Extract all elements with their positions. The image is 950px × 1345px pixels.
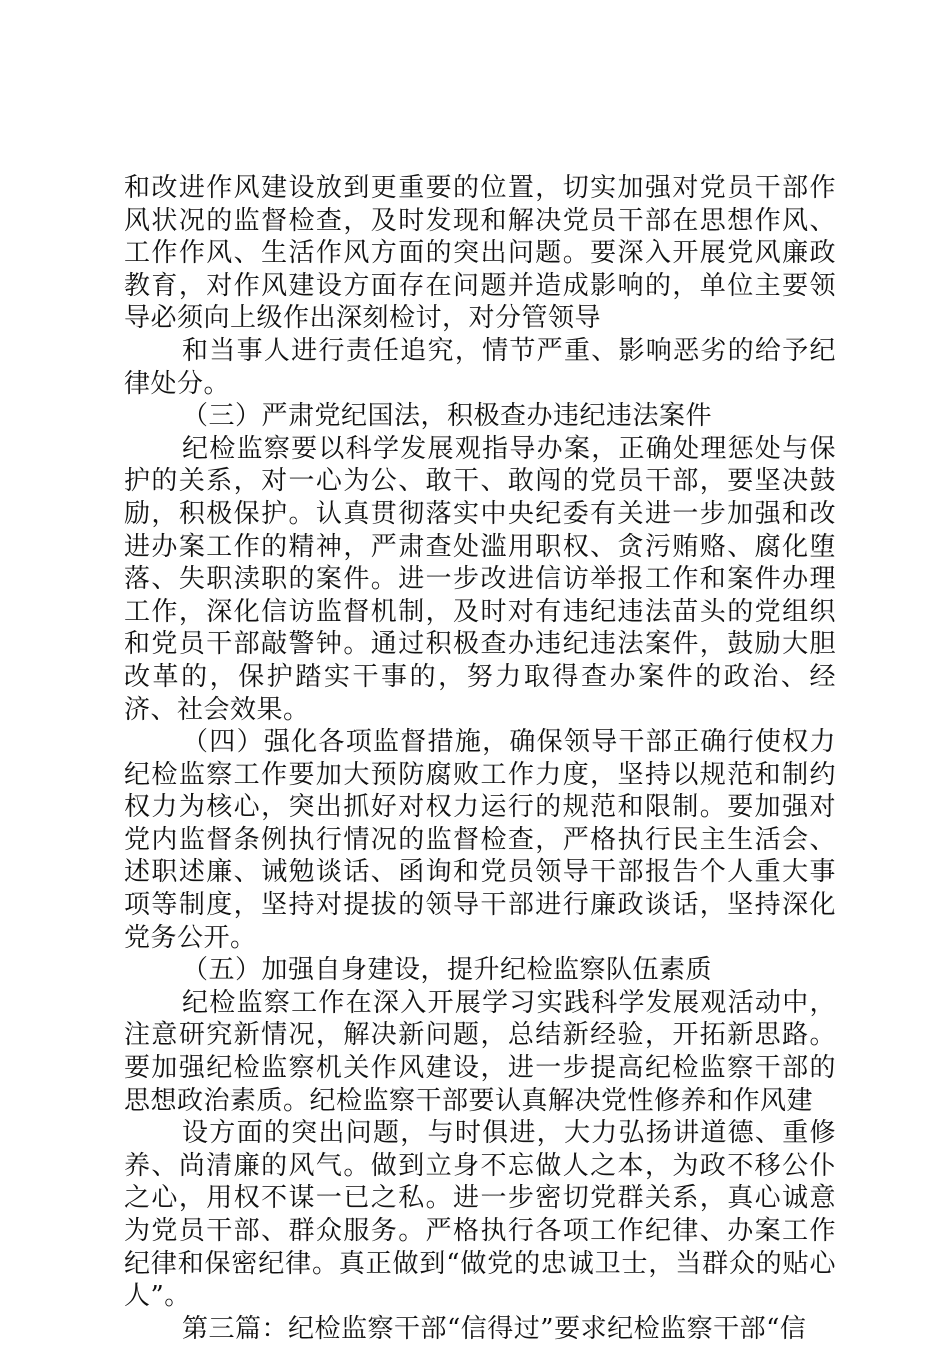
paragraph-2: 和当事人进行责任追究，情节严重、影响恶劣的给予纪律处分。 bbox=[124, 335, 836, 399]
paragraph-3: 纪检监察要以科学发展观指导办案，正确处理惩处与保护的关系，对一心为公、敢干、敢闯的党员干部，要坚决鼓励，积极保护。认真贯彻落实中央纪委有关进一步加强和改进办案工作的精神，严肃查处滥用职权、贪污贿赂、腐化堕落、失职渎职的案件。进一步改进信访举报工作和案件办理工作，深化信访监督机制，及时对有违纪违法苗头的党组织和党员干部敲警钟。通过积极查办违纪违法案件，鼓励大胆改革的，保护踏实干事的，努力取得查办案件的政治、经济、社会效果。 bbox=[124, 433, 836, 725]
paragraph-5a: 纪检监察工作在深入开展学习实践科学发展观活动中，注意研究新情况，解决新问题，总结新经验，开拓新思路。要加强纪检监察机关作风建设，进一步提高纪检监察干部的思想政治素质。纪检监察干部要认真解决党性修养和作风建 bbox=[124, 987, 836, 1116]
section-heading-3: （三）严肃党纪国法，积极查办违纪违法案件 bbox=[182, 401, 713, 432]
chapter-title-3: 第三篇：纪检监察干部“信得过”要求纪检监察干部“信 bbox=[182, 1313, 807, 1344]
section-heading-4-paragraph: （四）强化各项监督措施，确保领导干部正确行使权力纪检监察工作要加大预防腐败工作力度，坚持以规范和制约权力为核心，突出抓好对权力运行的规范和限制。要加强对党内监督条例执行情况的监督检查，严格执行民主生活会、述职述廉、诫勉谈话、函询和党员领导干部报告个人重大事项等制度，坚持对提拔的领导干部进行廉政谈话，坚持深化党务公开。 bbox=[124, 727, 836, 953]
document-body bbox=[124, 172, 836, 1345]
paragraph-1: 和改进作风建设放到更重要的位置，切实加强对党员干部作风状况的监督检查，及时发现和解决党员干部在思想作风、工作作风、生活作风方面的突出问题。要深入开展党风廉政教育，对作风建设方面存在问题并造成影响的，单位主要领导必须向上级作出深刻检讨，对分管领导 bbox=[124, 173, 836, 334]
paragraph-5b: 设方面的突出问题，与时俱进，大力弘扬讲道德、重修养、尚清廉的风气。做到立身不忘做人之本，为政不移公仆之心，用权不谋一已之私。进一步密切党群关系，真心诚意为党员干部、群众服务。严格执行各项工作纪律、办案工作纪律和保密纪律。真正做到“做党的忠诚卫士，当群众的贴心人”。 bbox=[124, 1118, 836, 1312]
section-heading-5: （五）加强自身建设，提升纪检监察队伍素质 bbox=[182, 955, 713, 986]
